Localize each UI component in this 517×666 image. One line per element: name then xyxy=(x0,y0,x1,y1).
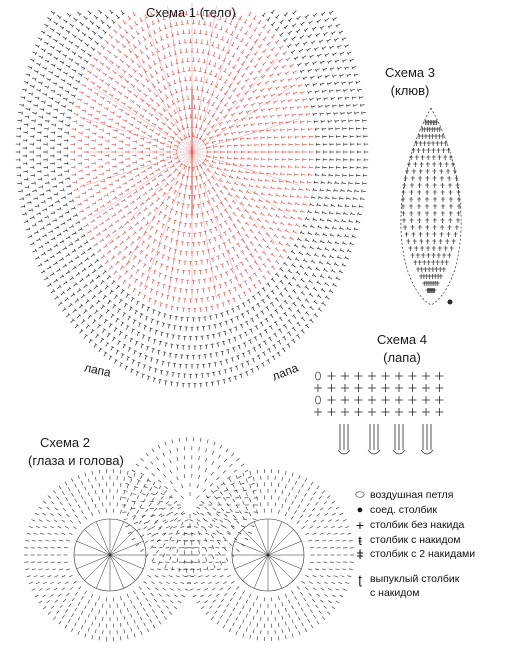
dc2-icon: ǂ xyxy=(356,546,364,562)
legend-label: столбик без накида xyxy=(370,519,465,531)
legend-item xyxy=(352,547,475,561)
legend-label: столбик с накидом xyxy=(370,534,461,546)
scheme-3-subtitle: (клюв) xyxy=(390,83,430,98)
scheme-3-title: Схема 3 xyxy=(385,65,435,80)
legend-label: с накидом xyxy=(370,587,420,599)
scheme-1-title: Схема 1 (тело) xyxy=(146,5,236,20)
legend-item xyxy=(352,518,464,532)
legend-label: воздушная петля xyxy=(370,489,454,501)
legend-item xyxy=(352,533,461,547)
scheme-1-paw-left-label: лапа xyxy=(83,360,113,380)
plus-icon: + xyxy=(355,517,365,533)
legend-item xyxy=(352,503,437,517)
legend-label: выпуклый столбик xyxy=(370,573,460,585)
legend-item xyxy=(352,488,453,502)
legend-item xyxy=(368,586,419,600)
scheme-3-beak xyxy=(401,108,461,305)
scheme-1-paw-right-label: лапа xyxy=(270,360,301,384)
legend-label: столбик с 2 накидами xyxy=(370,548,476,560)
scheme-4-paw-grid xyxy=(314,372,444,454)
legend-item xyxy=(352,572,459,586)
dot-icon: ● xyxy=(356,504,364,516)
scheme-4-subtitle: (лапа) xyxy=(383,350,421,365)
legend-label: соед. столбик xyxy=(370,504,437,516)
oval-icon: ⬭ xyxy=(355,488,365,501)
dc-icon: ŧ xyxy=(358,532,362,548)
fpdc-icon: ʈ xyxy=(358,571,362,587)
scheme-4-title: Схема 4 xyxy=(377,332,427,347)
scheme-1-body-oval xyxy=(16,2,368,388)
scheme-2-subtitle: (глаза и голова) xyxy=(28,453,124,468)
scheme-2-title: Схема 2 xyxy=(40,435,90,450)
